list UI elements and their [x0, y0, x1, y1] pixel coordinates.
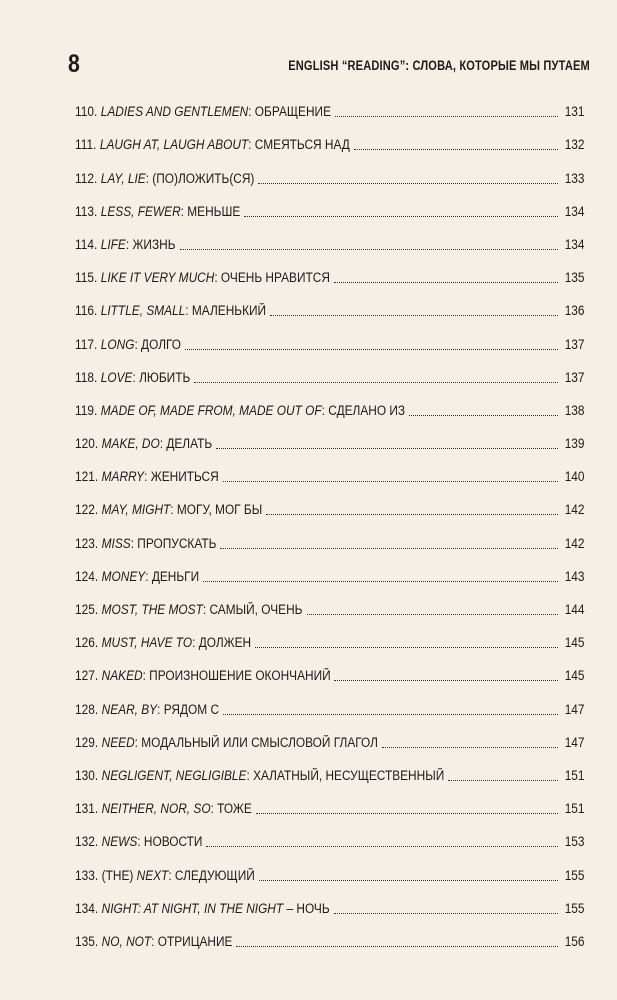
dot-leader — [270, 314, 558, 316]
dot-leader — [185, 348, 558, 350]
entry-english-term: MOST, THE MOST — [101, 602, 203, 617]
entry-page-number: 133 — [565, 170, 585, 186]
entry-russian-gloss: : ДЕНЬГИ — [145, 568, 200, 584]
entry-number: 133. — [75, 867, 99, 883]
entry-number: 116. — [75, 303, 98, 319]
entry-page-number: 137 — [565, 336, 585, 352]
entry-russian-gloss: – НОЧЬ — [283, 900, 330, 916]
toc-entry — [75, 590, 585, 623]
toc-entry — [75, 822, 585, 855]
entry-russian-gloss: : ДОЛЖЕН — [192, 635, 252, 651]
toc-entry — [75, 391, 585, 424]
toc-entry-text — [75, 634, 251, 656]
entry-english-term: NO, NOT — [101, 933, 152, 949]
table-of-contents — [75, 92, 585, 955]
entry-russian-gloss: : ПРОПУСКАТЬ — [130, 535, 217, 551]
entry-number: 126. — [75, 635, 99, 651]
entry-page-number: 132 — [565, 137, 585, 153]
toc-entry — [75, 225, 585, 258]
toc-entry-text — [75, 369, 190, 391]
entry-page-number: 138 — [565, 402, 585, 418]
toc-entry — [75, 192, 585, 225]
toc-entry — [75, 922, 585, 955]
toc-entry — [75, 889, 585, 922]
entry-number: 121. — [75, 469, 99, 485]
entry-russian-gloss: : (ПО)ЛОЖИТЬ(СЯ) — [145, 170, 255, 186]
dot-leader — [382, 746, 558, 748]
toc-entry-text — [75, 402, 405, 424]
entry-number: 135. — [75, 933, 99, 949]
entry-russian-gloss: : ОЧЕНЬ НРАВИТСЯ — [214, 270, 330, 286]
toc-entry-text — [75, 867, 255, 889]
entry-number: 127. — [75, 668, 99, 684]
page-header — [68, 48, 590, 88]
dot-leader — [335, 115, 559, 117]
entry-english-term: NAKED — [101, 668, 143, 684]
entry-english-term: NEWS — [101, 834, 138, 850]
entry-russian-gloss: : ОБРАЩЕНИЕ — [248, 104, 332, 120]
entry-page-number: 151 — [565, 767, 585, 783]
page-number: 8 — [68, 50, 80, 78]
toc-entry-text — [75, 833, 202, 855]
entry-number: 117. — [75, 336, 98, 352]
entry-english-term: LAY, LIE — [100, 170, 146, 186]
entry-english-term: MAKE, DO — [101, 436, 160, 452]
entry-number: 115. — [75, 270, 98, 286]
dot-leader — [334, 281, 559, 283]
entry-english-term: LESS, FEWER — [100, 203, 181, 219]
entry-number: 120. — [75, 436, 99, 452]
entry-russian-gloss: : ОТРИЦАНИЕ — [151, 933, 233, 949]
entry-russian-gloss: : ЛЮБИТЬ — [132, 369, 191, 385]
dot-leader — [409, 414, 558, 416]
toc-entry-text — [75, 435, 212, 457]
dot-leader — [236, 945, 558, 947]
dot-leader — [256, 812, 559, 814]
entry-number: 118. — [75, 369, 98, 385]
toc-entry-text — [75, 103, 331, 125]
entry-russian-gloss: : МОДАЛЬНЫЙ ИЛИ СМЫСЛОВОЙ ГЛАГОЛ — [134, 734, 378, 750]
toc-entry — [75, 623, 585, 656]
toc-entry — [75, 490, 585, 523]
toc-entry — [75, 125, 585, 158]
entry-page-number: 155 — [565, 867, 585, 883]
toc-entry-text — [75, 236, 176, 258]
dot-leader — [220, 547, 558, 549]
toc-entry — [75, 689, 585, 722]
toc-entry-text — [75, 302, 266, 324]
toc-entry-text — [75, 601, 302, 623]
toc-entry — [75, 457, 585, 490]
entry-page-number: 134 — [565, 203, 585, 219]
entry-russian-gloss: : МЕНЬШЕ — [180, 203, 241, 219]
dot-leader — [334, 912, 558, 914]
entry-number: 125. — [75, 602, 99, 617]
entry-page-number: 142 — [565, 502, 585, 518]
toc-entry — [75, 723, 585, 756]
toc-entry — [75, 424, 585, 457]
toc-entry-text — [75, 900, 330, 922]
toc-entry-text — [75, 767, 444, 789]
entry-number: 132. — [75, 834, 99, 850]
toc-entry — [75, 158, 585, 191]
dot-leader — [448, 779, 559, 781]
entry-number: 112. — [75, 170, 98, 186]
toc-entry-text — [75, 535, 216, 557]
entry-page-number: 136 — [565, 303, 585, 319]
entry-page-number: 145 — [565, 635, 585, 651]
toc-entry-text — [75, 269, 330, 291]
entry-russian-gloss: : СМЕЯТЬСЯ НАД — [248, 137, 350, 153]
entry-number: 123. — [75, 535, 99, 551]
entry-number: 130. — [75, 767, 99, 783]
running-title: ENGLISH “READING”: СЛОВА, КОТОРЫЕ МЫ ПУТАЕМ — [288, 58, 590, 73]
toc-entry-text — [75, 468, 219, 490]
toc-entry — [75, 756, 585, 789]
entry-russian-gloss: : ЖИЗНЬ — [125, 236, 176, 252]
entry-english-term: MADE OF, MADE FROM, MADE OUT OF — [100, 402, 322, 418]
toc-entry-text — [75, 667, 331, 689]
entry-russian-gloss: : СЛЕДУЮЩИЙ — [168, 867, 255, 883]
dot-leader — [180, 248, 559, 250]
toc-entry-text — [75, 501, 262, 523]
entry-russian-gloss: : ТОЖЕ — [210, 801, 252, 817]
toc-entry-text — [75, 933, 232, 955]
entry-english-term: LAUGH AT, LAUGH ABOUT — [99, 137, 249, 153]
entry-english-term: NEED — [101, 734, 135, 750]
dot-leader — [203, 580, 558, 582]
entry-english-term: MAY, MIGHT — [101, 502, 171, 518]
entry-english-term: MUST, HAVE TO — [101, 635, 193, 651]
entry-page-number: 156 — [565, 933, 585, 949]
toc-entry-text — [75, 203, 240, 225]
entry-russian-gloss: : ДОЛГО — [134, 336, 181, 352]
dot-leader — [194, 381, 558, 383]
entry-number: 129. — [75, 734, 99, 750]
entry-page-number: 140 — [565, 469, 585, 485]
entry-page-number: 135 — [565, 270, 585, 286]
entry-english-term: LONG — [100, 336, 135, 352]
entry-russian-gloss: : ДЕЛАТЬ — [159, 436, 213, 452]
entry-russian-gloss: : НОВОСТИ — [137, 834, 203, 850]
entry-russian-gloss: : РЯДОМ С — [157, 701, 220, 717]
entry-number: 110. — [75, 104, 98, 120]
dot-leader — [206, 845, 558, 847]
dot-leader — [244, 215, 558, 217]
entry-russian-gloss: : САМЫЙ, ОЧЕНЬ — [202, 602, 303, 617]
entry-number: 131. — [75, 801, 99, 817]
entry-number: 114. — [75, 236, 98, 252]
dot-leader — [258, 182, 558, 184]
dot-leader — [216, 447, 558, 449]
entry-russian-gloss: : ЖЕНИТЬСЯ — [144, 469, 219, 485]
entry-english-term: LADIES AND GENTLEMEN — [100, 104, 249, 120]
entry-page-number: 137 — [565, 369, 585, 385]
toc-entry-text — [75, 800, 252, 822]
entry-page-number: 143 — [565, 568, 585, 584]
toc-entry-text — [75, 136, 350, 158]
entry-english-term: NEXT — [136, 867, 169, 883]
toc-entry — [75, 557, 585, 590]
entry-english-term: MONEY — [101, 568, 146, 584]
entry-russian-gloss: : ПРОИЗНОШЕНИЕ ОКОНЧАНИЙ — [142, 668, 331, 684]
dot-leader — [266, 513, 558, 515]
entry-russian-gloss: : МОГУ, МОГ БЫ — [170, 502, 263, 518]
entry-page-number: 144 — [565, 602, 585, 617]
entry-page-number: 147 — [565, 701, 585, 717]
entry-english-term: LOVE — [100, 369, 133, 385]
entry-english-term: NEGLIGENT, NEGLIGIBLE — [101, 767, 247, 783]
entry-number: 134. — [75, 900, 99, 916]
entry-english-term: LITTLE, SMALL — [100, 303, 186, 319]
dot-leader — [354, 148, 558, 150]
dot-leader — [223, 713, 559, 715]
entry-page-number: 147 — [565, 734, 585, 750]
toc-entry — [75, 789, 585, 822]
toc-entry-text — [75, 170, 254, 192]
entry-number: 119. — [75, 402, 98, 418]
dot-leader — [307, 613, 559, 615]
entry-english-term: MISS — [101, 535, 131, 551]
entry-number: 113. — [75, 203, 98, 219]
entry-page-number: 142 — [565, 535, 585, 551]
entry-number: 111. — [75, 137, 97, 153]
toc-entry — [75, 92, 585, 125]
toc-entry — [75, 324, 585, 357]
entry-english-term: NIGHT: AT NIGHT, IN THE NIGHT — [101, 900, 284, 916]
entry-english-term: MARRY — [101, 469, 145, 485]
entry-page-number: 145 — [565, 668, 585, 684]
entry-russian-gloss: : ХАЛАТНЫЙ, НЕСУЩЕСТВЕННЫЙ — [246, 767, 445, 783]
toc-entry-text — [75, 701, 219, 723]
entry-english-term: NEITHER, NOR, SO — [101, 801, 211, 817]
entry-page-number: 131 — [565, 104, 585, 120]
entry-page-number: 153 — [565, 834, 585, 850]
entry-page-number: 139 — [565, 436, 585, 452]
entry-english-term: LIKE IT VERY MUCH — [100, 270, 215, 286]
entry-number: 124. — [75, 568, 99, 584]
entry-page-number: 155 — [565, 900, 585, 916]
toc-entry — [75, 358, 585, 391]
toc-entry-text — [75, 734, 378, 756]
dot-leader — [259, 879, 558, 881]
entry-page-number: 134 — [565, 236, 585, 252]
toc-entry — [75, 656, 585, 689]
toc-entry — [75, 258, 585, 291]
entry-russian-gloss: : МАЛЕНЬКИЙ — [185, 303, 267, 319]
toc-entry — [75, 291, 585, 324]
toc-entry-text — [75, 336, 181, 358]
dot-leader — [334, 679, 558, 681]
toc-entry-text — [75, 568, 199, 590]
dot-leader — [255, 646, 558, 648]
entry-number: 122. — [75, 502, 99, 518]
entry-english-term: LIFE — [100, 236, 126, 252]
dot-leader — [223, 480, 559, 482]
entry-page-number: 151 — [565, 801, 585, 817]
entry-english-term: NEAR, BY — [101, 701, 158, 717]
entry-russian-gloss: : СДЕЛАНО ИЗ — [321, 402, 406, 418]
entry-prefix: (THE) — [101, 867, 137, 883]
entry-number: 128. — [75, 701, 99, 717]
toc-entry — [75, 523, 585, 556]
toc-entry — [75, 855, 585, 888]
